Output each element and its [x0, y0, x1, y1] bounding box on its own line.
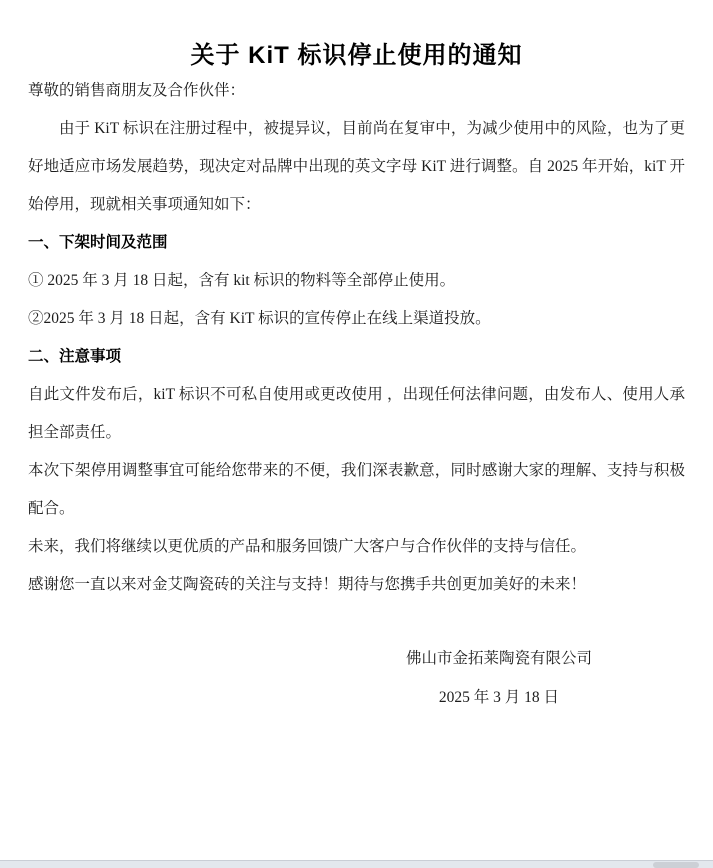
section2-paragraph-3: 未来，我们将继续以更优质的产品和服务回馈广大客户与合作伙伴的支持与信任。: [28, 538, 587, 555]
horizontal-scrollbar[interactable]: [0, 860, 713, 868]
signature-date: 2025 年 3 月 18 日: [438, 689, 560, 706]
section2-paragraph-4: 感谢您一直以来对金艾陶瓷砖的关注与支持！期待与您携手共创更加美好的未来！: [28, 576, 587, 593]
signature-company: 佛山市金拓莱陶瓷有限公司: [405, 650, 592, 667]
document-title: 关于 KiT 标识停止使用的通知: [190, 42, 523, 69]
intro-paragraph: 由于 KiT 标识在注册过程中，被提异议，目前尚在复审中，为减少使用中的风险，也为了更好地适应市场发展趋势，现决定对品牌中出现的英文字母 KiT 进行调整。自 2025 年开始，kiT 开始停用，现就相关事项通知如下：: [28, 120, 685, 213]
section1-heading: 一、下架时间及范围: [28, 234, 168, 251]
section1-item2: ②2025 年 3 月 18 日起，含有 KiT 标识的宣传停止在线上渠道投放。: [28, 310, 491, 327]
section1-item1: ① 2025 年 3 月 18 日起，含有 kit 标识的物料等全部停止使用。: [28, 272, 456, 289]
signature-block: [363, 640, 635, 718]
section2-paragraph-1: 自此文件发布后，kiT 标识不可私自使用或更改使用 ，出现任何法律问题，由发布人、使用人承担全部责任。: [28, 386, 685, 441]
scrollbar-thumb[interactable]: [653, 862, 699, 868]
section2-heading: 二、注意事项: [28, 348, 122, 365]
section2-paragraph-2: 本次下架停用调整事宜可能给您带来的不便，我们深表歉意，同时感谢大家的理解、支持与积极配合。: [28, 462, 685, 517]
greeting-line: 尊敬的销售商朋友及合作伙伴：: [28, 82, 246, 99]
